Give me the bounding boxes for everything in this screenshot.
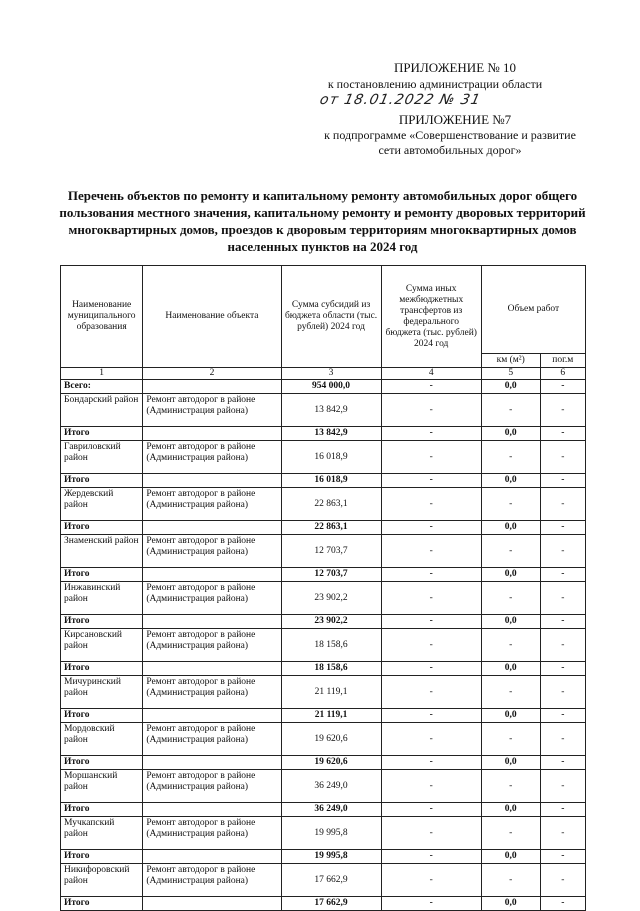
subprogram-line-2: сети автомобильных дорог» [378,143,522,157]
table-row [61,629,586,662]
object-cell: Ремонт автодорог в районе (Администрация района) [143,817,281,850]
subsidy-cell: 13 842,9 [281,394,381,427]
other-cell: - [381,535,481,568]
subtotal-km: 0,0 [481,474,540,488]
km-cell: - [481,488,540,521]
subtotal-km: 0,0 [481,850,540,864]
subtotal-row [61,427,586,441]
subtotal-km: 0,0 [481,756,540,770]
km-cell: - [481,864,540,897]
title-line-4: населенных пунктов на 2024 год [227,239,418,254]
subtotal-other: - [381,474,481,488]
subsidy-cell: 19 995,8 [281,817,381,850]
subtotal-label: Итого [61,850,143,864]
object-cell: Ремонт автодорог в районе (Администрация района) [143,394,281,427]
subtotal-label: Итого [61,474,143,488]
subtotal-sum: 36 249,0 [281,803,381,817]
grand-total-row [61,380,586,394]
index-cell: 4 [381,368,481,380]
district-cell: Мичуринский район [61,676,143,709]
km-cell: - [481,441,540,474]
subtotal-other: - [381,521,481,535]
subtotal-label: Итого [61,803,143,817]
other-cell: - [381,629,481,662]
other-cell: - [381,441,481,474]
index-cell: 2 [143,368,281,380]
subtotal-row [61,709,586,723]
subtotal-row [61,803,586,817]
subtotal-pm: - [540,897,585,911]
district-cell: Мучкапский район [61,817,143,850]
object-cell: Ремонт автодорог в районе (Администрация района) [143,535,281,568]
subtotal-km: 0,0 [481,615,540,629]
column-index-row [61,368,586,380]
subtotal-sum: 12 703,7 [281,568,381,582]
subtotal-km: 0,0 [481,427,540,441]
subtotal-sum: 17 662,9 [281,897,381,911]
pm-cell: - [540,864,585,897]
index-cell: 5 [481,368,540,380]
title-line-1: Перечень объектов по ремонту и капитальному ремонту автомобильных дорог общего [67,188,578,203]
other-cell: - [381,394,481,427]
grand-total-other: - [381,380,481,394]
header-subsidy: Сумма субсидий из бюджета области (тыс. рублей) 2024 год [281,266,381,368]
subtotal-pm: - [540,850,585,864]
header-volume: Объем работ [481,266,585,354]
object-cell: Ремонт автодорог в районе (Администрация района) [143,864,281,897]
km-cell: - [481,394,540,427]
table-row [61,817,586,850]
district-cell: Мордовский район [61,723,143,756]
index-cell: 3 [281,368,381,380]
pm-cell: - [540,629,585,662]
table-row [61,723,586,756]
table-row [61,864,586,897]
pm-cell: - [540,676,585,709]
subtotal-pm: - [540,803,585,817]
subtotal-sum: 19 995,8 [281,850,381,864]
title-line-3: многоквартирных домов, проездов к дворовым территориям многоквартирных домов [68,222,577,237]
subtotal-other: - [381,850,481,864]
subtotal-row [61,897,586,911]
table-row [61,394,586,427]
subtotal-km: 0,0 [481,709,540,723]
subtotal-row [61,568,586,582]
subsidy-cell: 18 158,6 [281,629,381,662]
subtotal-row [61,474,586,488]
district-cell: Гавриловский район [61,441,143,474]
district-cell: Инжавинский район [61,582,143,615]
subtotal-other: - [381,568,481,582]
pm-cell: - [540,488,585,521]
subtotal-sum: 16 018,9 [281,474,381,488]
table-row [61,770,586,803]
subtotal-sum: 19 620,6 [281,756,381,770]
district-cell: Жердевский район [61,488,143,521]
subtotal-row [61,615,586,629]
pm-cell: - [540,394,585,427]
km-cell: - [481,817,540,850]
object-cell: Ремонт автодорог в районе (Администрация района) [143,441,281,474]
subtotal-sum: 18 158,6 [281,662,381,676]
subtotal-row [61,521,586,535]
subtotal-label: Итого [61,568,143,582]
header-pm: пог.м [540,354,585,368]
subtotal-sum: 21 119,1 [281,709,381,723]
subprogram-line-1: к подпрограмме «Совершенствование и развитие [324,128,576,142]
subtotal-km: 0,0 [481,803,540,817]
other-cell: - [381,488,481,521]
km-cell: - [481,535,540,568]
km-cell: - [481,629,540,662]
other-cell: - [381,582,481,615]
other-cell: - [381,723,481,756]
district-cell: Бондарский район [61,394,143,427]
subtotal-label: Итого [61,756,143,770]
grand-total-pm: - [540,380,585,394]
km-cell: - [481,723,540,756]
km-cell: - [481,582,540,615]
subtotal-km: 0,0 [481,897,540,911]
table-row [61,535,586,568]
pm-cell: - [540,441,585,474]
district-cell: Знаменский район [61,535,143,568]
objects-table [60,265,586,911]
subtotal-other: - [381,709,481,723]
index-cell: 6 [540,368,585,380]
subtotal-other: - [381,427,481,441]
subtotal-pm: - [540,474,585,488]
subsidy-cell: 23 902,2 [281,582,381,615]
object-cell: Ремонт автодорог в районе (Администрация района) [143,723,281,756]
subtotal-pm: - [540,709,585,723]
subtotal-label: Итого [61,709,143,723]
table-row [61,488,586,521]
subtotal-label: Итого [61,662,143,676]
subsidy-cell: 19 620,6 [281,723,381,756]
grand-total-km: 0,0 [481,380,540,394]
subsidy-cell: 12 703,7 [281,535,381,568]
subsidy-cell: 36 249,0 [281,770,381,803]
subtotal-sum: 22 863,1 [281,521,381,535]
subtotal-label: Итого [61,615,143,629]
subsidy-cell: 16 018,9 [281,441,381,474]
subtotal-other: - [381,756,481,770]
subtotal-label: Итого [61,427,143,441]
object-cell: Ремонт автодорог в районе (Администрация района) [143,770,281,803]
other-cell: - [381,770,481,803]
subtotal-sum: 13 842,9 [281,427,381,441]
table-row [61,676,586,709]
table-row [61,441,586,474]
header-municipality: Наименование муниципального образования [61,266,143,368]
district-cell: Моршанский район [61,770,143,803]
subtotal-km: 0,0 [481,662,540,676]
handwritten-date-number: от 18.01.2022 № 31 [318,92,483,108]
grand-total-label: Всего: [61,380,143,394]
table-row [61,582,586,615]
pm-cell: - [540,535,585,568]
district-cell: Никифоровский район [61,864,143,897]
other-cell: - [381,676,481,709]
subtotal-other: - [381,662,481,676]
appendix-10-heading: ПРИЛОЖЕНИЕ № 10 [393,60,517,75]
pm-cell: - [540,582,585,615]
subtotal-sum: 23 902,2 [281,615,381,629]
pm-cell: - [540,817,585,850]
subtotal-row [61,850,586,864]
object-cell: Ремонт автодорог в районе (Администрация района) [143,488,281,521]
subsidy-cell: 21 119,1 [281,676,381,709]
subsidy-cell: 22 863,1 [281,488,381,521]
subtotal-other: - [381,803,481,817]
subtotal-label: Итого [61,521,143,535]
document-title [55,187,590,255]
grand-total-sum: 954 000,0 [281,380,381,394]
resolution-reference: к постановлению администрации области [327,77,543,91]
pm-cell: - [540,770,585,803]
district-cell: Кирсановский район [61,629,143,662]
object-cell: Ремонт автодорог в районе (Администрация района) [143,582,281,615]
subtotal-row [61,756,586,770]
header-km: км (м²) [481,354,540,368]
header-other-transfers: Сумма иных межбюджетных трансфертов из федерального бюджета (тыс. рублей) 2024 год [381,266,481,368]
subtotal-pm: - [540,756,585,770]
subtotal-km: 0,0 [481,568,540,582]
appendix-7-heading: ПРИЛОЖЕНИЕ №7 [398,112,512,127]
other-cell: - [381,864,481,897]
subtotal-pm: - [540,568,585,582]
index-cell: 1 [61,368,143,380]
km-cell: - [481,676,540,709]
object-cell: Ремонт автодорог в районе (Администрация района) [143,676,281,709]
subtotal-km: 0,0 [481,521,540,535]
pm-cell: - [540,723,585,756]
object-cell: Ремонт автодорог в районе (Администрация района) [143,629,281,662]
other-cell: - [381,817,481,850]
subsidy-cell: 17 662,9 [281,864,381,897]
subtotal-label: Итого [61,897,143,911]
subprogram-reference [320,128,580,158]
subtotal-pm: - [540,521,585,535]
subtotal-pm: - [540,615,585,629]
subtotal-row [61,662,586,676]
km-cell: - [481,770,540,803]
subtotal-other: - [381,897,481,911]
title-line-2: пользования местного значения, капитальному ремонту и ремонту дворовых территорий [59,205,586,220]
subtotal-pm: - [540,427,585,441]
subtotal-other: - [381,615,481,629]
subtotal-pm: - [540,662,585,676]
header-object: Наименование объекта [143,266,281,368]
